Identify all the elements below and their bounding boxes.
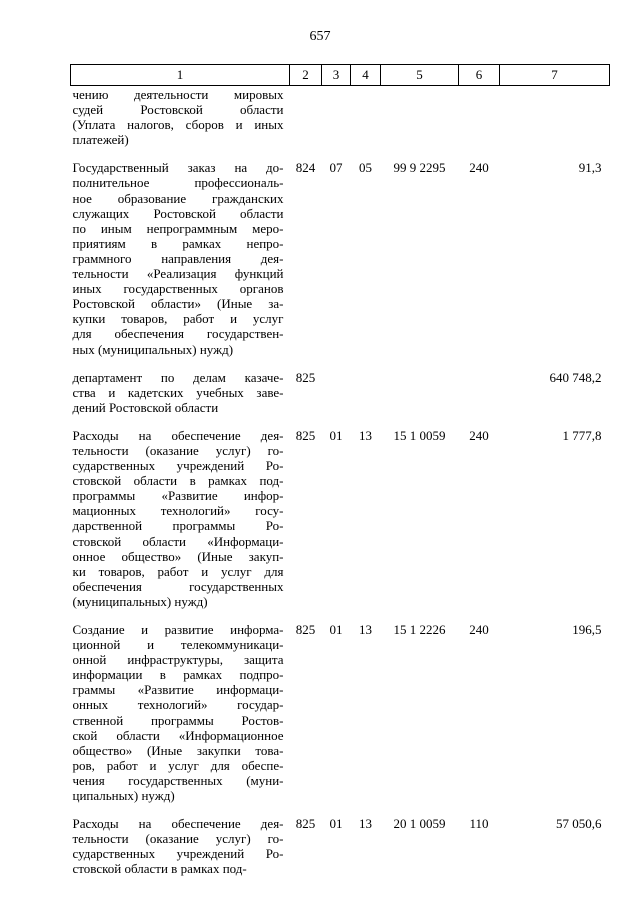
description-line: (Уплата налогов, сборов и иных xyxy=(72,117,284,133)
description-line: служащих Ростовской области xyxy=(72,205,284,221)
description-line: чения государственных (муни- xyxy=(72,772,284,788)
description-line: онное общество» (Иные закуп- xyxy=(72,548,284,564)
ministry-code: 825 xyxy=(295,816,316,832)
amount-value: 1 777,8 xyxy=(562,427,602,443)
description-line: программы «Развитие инфор- xyxy=(72,488,284,504)
table-row xyxy=(71,428,610,622)
description-line: онных технологий» государ- xyxy=(72,697,284,713)
description-line: тельности «Реализация функций xyxy=(72,266,284,282)
description-line: граммного направления дея- xyxy=(72,250,284,266)
section-code: 07 xyxy=(329,160,343,176)
expense-type-code: 240 xyxy=(469,622,489,637)
column-header-2: 2 xyxy=(290,65,322,86)
ministry-code: 825 xyxy=(295,369,316,385)
row-description xyxy=(71,86,290,161)
expense-type-code: 240 xyxy=(469,160,489,176)
column-header-5: 5 xyxy=(381,65,459,86)
description-line: граммы «Развитие информаци- xyxy=(72,682,284,698)
description-line: информации в рамках подпро- xyxy=(72,667,284,683)
target-article-code xyxy=(381,86,459,161)
description-line: стовской области «Информаци- xyxy=(72,533,284,549)
description-line: Расходы на обеспечение дея- xyxy=(72,427,284,443)
description-line: Создание и развитие информа- xyxy=(72,622,284,637)
description-line: тельности (оказание услуг) го- xyxy=(72,831,284,847)
row-description xyxy=(71,816,290,876)
description-line: общество» (Иные закупки това- xyxy=(72,742,284,758)
description-line: Государственный заказ на до- xyxy=(72,160,284,176)
table-row xyxy=(71,160,610,369)
column-header-4: 4 xyxy=(351,65,381,86)
description-line: Расходы на обеспечение дея- xyxy=(72,816,284,832)
expense-type-code: 110 xyxy=(469,816,489,832)
section-code xyxy=(322,370,351,428)
subsection-code: 05 xyxy=(359,160,372,176)
section-code: 01 xyxy=(329,816,343,832)
description-line: ционной и телекоммуникаци- xyxy=(72,637,284,653)
ministry-code: 825 xyxy=(295,622,316,637)
description-line: ской области «Информационное xyxy=(72,727,284,743)
target-article-code: 15 1 0059 xyxy=(393,427,446,443)
ministry-code: 825 xyxy=(295,427,316,443)
section-code xyxy=(322,86,351,161)
description-line: ства и кадетских учебных заве- xyxy=(72,384,284,400)
table-header-row xyxy=(71,65,610,86)
expense-type-code xyxy=(459,86,500,161)
expense-type-code xyxy=(459,370,500,428)
subsection-code: 13 xyxy=(359,427,372,443)
description-line: стовской области в рамках под- xyxy=(72,473,284,489)
description-line: иных государственных органов xyxy=(72,281,284,297)
description-line: полнительное профессиональ- xyxy=(72,175,284,191)
subsection-code: 13 xyxy=(359,816,372,832)
description-line: ное образование гражданских xyxy=(72,190,284,206)
row-description xyxy=(71,622,290,816)
row-description xyxy=(71,370,290,428)
target-article-code: 15 1 2226 xyxy=(393,622,446,637)
description-line: ципальных) нужд) xyxy=(72,788,175,804)
column-header-7: 7 xyxy=(500,65,610,86)
column-header-3: 3 xyxy=(322,65,351,86)
table-row xyxy=(71,816,610,876)
target-article-code: 20 1 0059 xyxy=(393,816,446,832)
table-row xyxy=(71,370,610,428)
column-header-1: 1 xyxy=(71,65,290,86)
table-row xyxy=(71,86,610,161)
description-line: обеспечения государственных xyxy=(72,578,284,594)
description-line: тельности (оказание услуг) го- xyxy=(72,442,284,458)
description-line: ственной программы Ростов- xyxy=(72,712,284,728)
amount-value xyxy=(500,86,610,161)
description-line: ных (муниципальных) нужд) xyxy=(72,341,234,357)
description-line: сударственных учреждений Ро- xyxy=(72,846,284,862)
expense-type-code: 240 xyxy=(469,427,489,443)
description-line: ки товаров, работ и услуг для xyxy=(72,563,284,579)
description-line: дений Ростовской области xyxy=(72,399,219,415)
target-article-code xyxy=(381,370,459,428)
description-line: (муниципальных) нужд) xyxy=(72,593,208,609)
ministry-code: 824 xyxy=(295,160,316,176)
description-line: департамент по делам казаче- xyxy=(72,369,284,385)
column-header-6: 6 xyxy=(459,65,500,86)
table-row xyxy=(71,622,610,816)
row-description xyxy=(71,428,290,622)
description-line: Ростовской области» (Иные за- xyxy=(72,296,284,312)
budget-table xyxy=(70,64,610,877)
description-line: приятиям в рамках непро- xyxy=(72,235,284,251)
description-line: платежей) xyxy=(72,132,129,148)
description-line: мационных технологий» госу- xyxy=(72,503,284,519)
amount-value: 196,5 xyxy=(572,622,602,637)
ministry-code xyxy=(290,86,322,161)
description-line: купки товаров, работ и услуг xyxy=(72,311,284,327)
amount-value: 640 748,2 xyxy=(549,369,602,385)
description-line: по иным непрограммным меро- xyxy=(72,220,284,236)
subsection-code: 13 xyxy=(359,622,372,637)
description-line: стовской области в рамках под- xyxy=(72,861,247,877)
description-line: дарственной программы Ро- xyxy=(72,518,284,534)
table-body xyxy=(71,86,610,877)
description-line: ров, работ и услуг для обеспе- xyxy=(72,757,284,773)
subsection-code xyxy=(351,370,381,428)
amount-value: 57 050,6 xyxy=(556,816,602,832)
description-line: для обеспечения государствен- xyxy=(72,326,284,342)
description-line: чению деятельности мировых xyxy=(72,87,284,102)
subsection-code xyxy=(351,86,381,161)
section-code: 01 xyxy=(329,622,343,637)
description-line: онной инфраструктуры, защита xyxy=(72,652,284,668)
page-number: 657 xyxy=(309,29,331,44)
row-description xyxy=(71,160,290,369)
amount-value: 91,3 xyxy=(578,160,602,176)
section-code: 01 xyxy=(329,427,343,443)
description-line: судей Ростовской области xyxy=(72,102,284,118)
target-article-code: 99 9 2295 xyxy=(393,160,446,176)
description-line: сударственных учреждений Ро- xyxy=(72,458,284,474)
